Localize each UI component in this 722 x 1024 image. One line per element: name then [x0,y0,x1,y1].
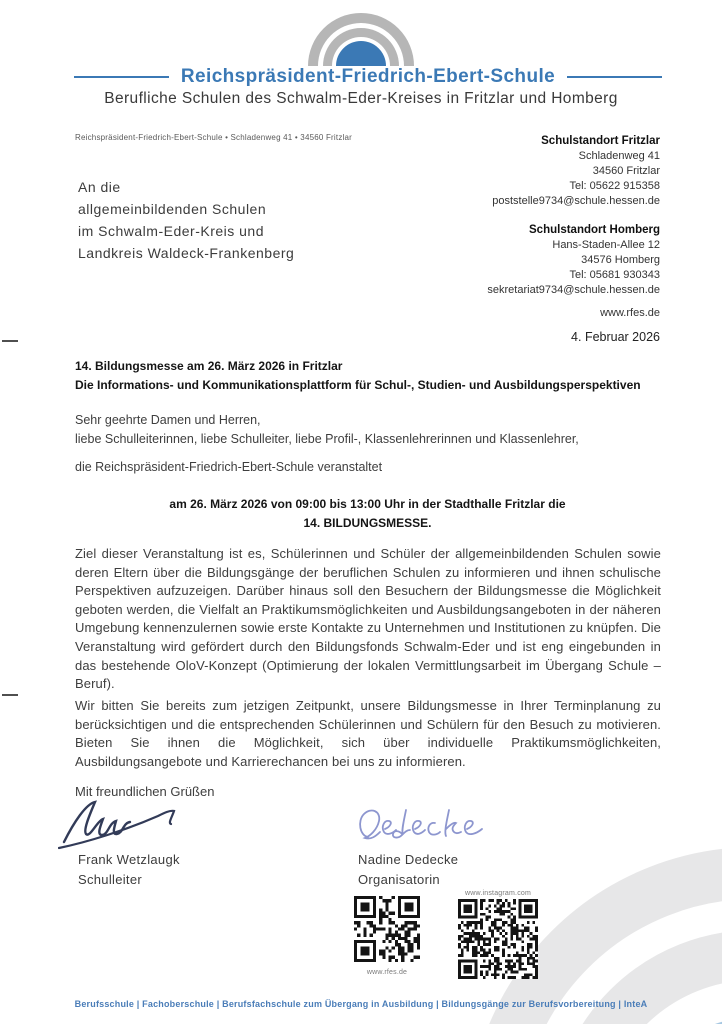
header [74,66,662,88]
contact-homberg-phone: Tel: 05681 930343 [569,269,660,281]
letter-date: 4. Februar 2026 [571,330,660,344]
contact-homberg-city: 34576 Homberg [581,254,660,266]
logo-semicircle-icon [336,41,386,66]
recipient-line: Landkreis Waldeck-Frankenberg [78,245,295,261]
recipient-line: An die [78,179,121,195]
subject-block [75,357,641,395]
qr-instagram-caption: www.instagram.com [464,890,532,897]
footer-programs: Berufsschule | Fachoberschule | Berufsfachschule zum Übergang in Ausbildung | Bildungsgänge zur Berufsvorbereitung | InteA [74,999,648,1009]
signatory-left-name: Frank Wetzlaugk [78,852,180,867]
announcement-block [75,495,660,533]
qr-instagram-image [458,899,538,984]
signature-nadine-dedecke-icon [355,803,485,852]
header-rule-right [567,76,662,78]
contact-homberg-street: Hans-Staden-Allee 12 [552,239,660,251]
subject-line-2: Die Informations- und Kommunikationsplattform für Schul-, Studien- und Ausbildungsperspektiven [75,378,641,392]
salutation-line-2: liebe Schulleiterinnen, liebe Schulleiter, liebe Profil-, Klassenlehrerinnen und Klassenlehrer, [75,432,579,446]
recipient-line: allgemeinbildenden Schulen [78,201,267,217]
qr-website-caption: www.rfes.de [366,969,408,976]
spacer [487,209,660,223]
contact-block [487,134,660,321]
announcement-line-1: am 26. März 2026 von 09:00 bis 13:00 Uhr in der Stadthalle Fritzlar die [169,497,566,511]
paragraph-1: Ziel dieser Veranstaltung ist es, Schülerinnen und Schüler der allgemeinbildenden Schulen sowie deren Eltern über die Bildungsgänge der beruflichen Schulen zu informieren und ihnen schulische Perspektiven aufzuzeigen. Darüber hinaus soll den Besuchern der Bildungsmesse die Möglichkeit geboten werden, die Vielfalt an Praktikumsmöglichkeiten und Ausbildungsangeboten in der näheren Umgebung kennenzulernen sowie erste Kontakte zu Unternehmen und Institutionen zu knüpfen. Die Veranstaltung wird gefördert durch den Bildungsfonds Schwalm-Eder und ist eng eingebunden in das bestehende OloV-Konzept (Optimierung der lokalen Vermittlungsarbeit im Übergang Schule – Beruf). [75,546,661,692]
contact-fritzlar-email: poststelle9734@schule.hessen.de [492,195,660,207]
fold-mark-top [2,340,18,342]
announcement-line-2: 14. BILDUNGSMESSE. [303,516,432,530]
salutation-block [75,411,579,449]
contact-fritzlar-title: Schulstandort Fritzlar [541,135,660,147]
subject-line-1: 14. Bildungsmesse am 26. März 2026 in Fritzlar [75,359,343,373]
closing-line: Mit freundlichen Grüßen [75,784,215,799]
qr-website-image [354,896,420,967]
contact-homberg-title: Schulstandort Homberg [529,224,660,236]
contact-homberg-email: sekretariat9734@schule.hessen.de [487,284,660,296]
header-subtitle: Berufliche Schulen des Schwalm-Eder-Kreises in Fritzlar und Homberg [104,90,618,107]
signatory-right-name: Nadine Dedecke [358,852,459,867]
contact-fritzlar-street: Schladenweg 41 [578,150,660,162]
school-logo [0,13,722,66]
signatory-right [358,850,458,890]
contact-fritzlar-phone: Tel: 05622 915358 [569,180,660,192]
signatory-left-role: Schulleiter [78,872,142,887]
paragraph-2: Wir bitten Sie bereits zum jetzigen Zeitpunkt, unsere Bildungsmesse in Ihrer Terminplanung zu berücksichtigen und die entsprechenden Schülerinnen und Schülern für den Besuch zu motivieren. Bieten Sie ihnen die Möglichkeit, sich über individuelle Praktikumsmöglichkeiten, Ausbildungsangebote und Karrierechancen bei uns zu informieren. [75,698,661,769]
contact-fritzlar-city: 34560 Fritzlar [592,165,660,177]
qr-code-website [354,896,420,976]
recipient-block [78,176,294,264]
logo-arc-middle-icon [323,28,399,66]
signature-frank-wetzlaugk-icon [58,794,203,855]
intro-line: die Reichspräsident-Friedrich-Ebert-Schule veranstaltet [75,460,383,474]
sender-line: Reichspräsident-Friedrich-Ebert-Schule • Schladenweg 41 • 34560 Fritzlar [75,133,353,142]
page-title: Reichspräsident-Friedrich-Ebert-Schule [180,66,556,87]
signatory-right-role: Organisatorin [358,872,440,887]
fold-mark-middle [2,694,18,696]
signatory-left [78,850,180,890]
logo-arc-outer-icon [308,13,414,66]
recipient-line: im Schwalm-Eder-Kreis und [78,223,264,239]
salutation-line-1: Sehr geehrte Damen und Herren, [75,413,261,427]
website-text: www.rfes.de [600,307,660,319]
header-rule-left [74,76,169,78]
qr-code-instagram [458,890,538,984]
